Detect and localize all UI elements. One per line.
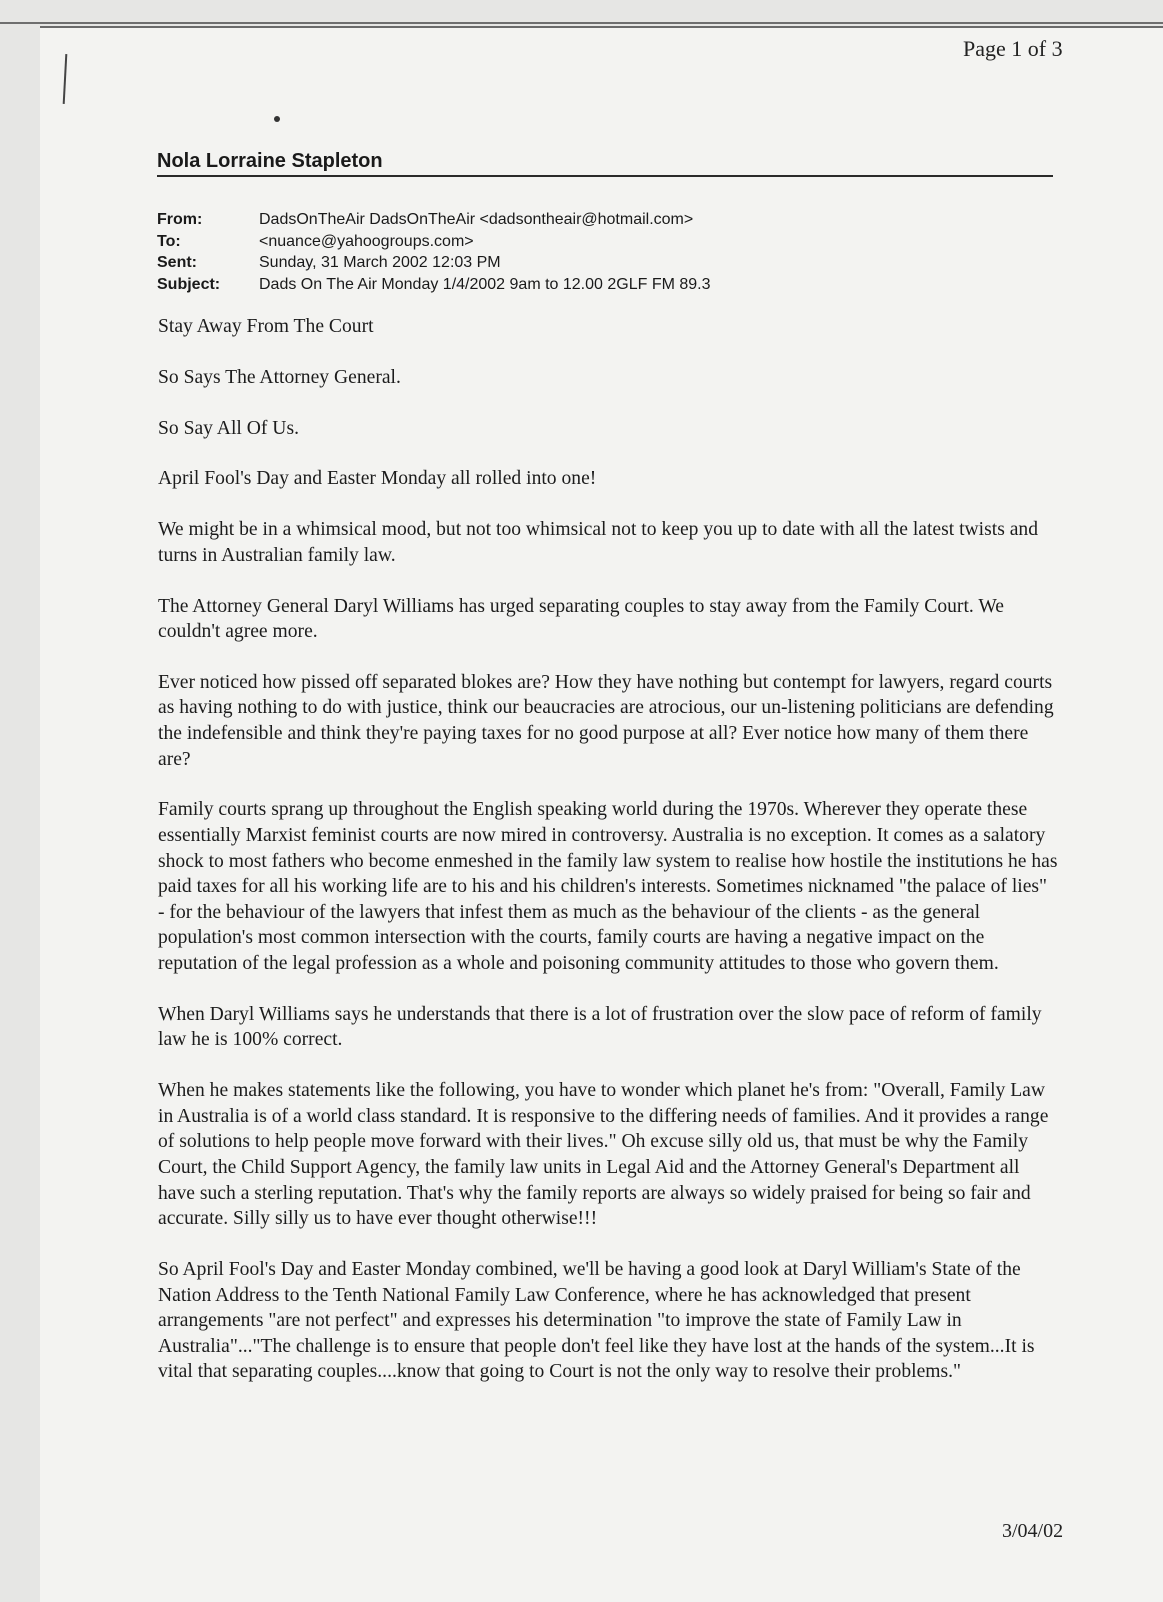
subject-label: Subject: xyxy=(157,275,221,293)
subject-row xyxy=(157,274,711,296)
body-paragraph: Stay Away From The Court xyxy=(158,316,374,337)
from-value: DadsOnTheAir DadsOnTheAir <dadsontheair@hotmail.com> xyxy=(259,211,694,228)
sent-value: Sunday, 31 March 2002 12:03 PM xyxy=(259,254,501,271)
page-number: Page 1 of 3 xyxy=(963,36,1063,61)
print-date: 3/04/02 xyxy=(1002,1520,1064,1542)
email-body xyxy=(158,314,1058,1410)
scan-top-rule xyxy=(0,22,1163,24)
from-label: From: xyxy=(157,211,203,228)
to-row xyxy=(157,231,711,253)
ink-dot xyxy=(274,116,280,122)
body-paragraph: April Fool's Day and Easter Monday all rolled into one! xyxy=(158,468,597,490)
sent-label: Sent: xyxy=(157,254,197,271)
sent-row xyxy=(157,252,711,274)
to-label: To: xyxy=(157,232,181,250)
sender-name-heading: Nola Lorraine Stapleton xyxy=(157,150,1053,177)
subject-value: Dads On The Air Monday 1/4/2002 9am to 12.00 2GLF FM 89.3 xyxy=(259,275,711,293)
body-paragraph: Ever noticed how pissed off separated blokes are? How they have nothing but contempt for lawyers, regard courts as having nothing to do with justice, think our beaucracies are atrocious, our un-listening politicians are defending the indefensible and think they're paying taxes for no good purpose at all? Ever notice how many of them there are? xyxy=(158,671,1054,770)
body-paragraph: When he makes statements like the following, you have to wonder which planet he's from: "Overall, Family Law in Australia is of a world class standard. It is responsive to the differing needs of families. And it provides a range of solutions to help people move forward with their lives." Oh excuse silly old us, that must be why the Family Court, the Child Support Agency, the family law units in Legal Aid and the Attorney General's Department all have such a sterling reputation. That's why the family reports are always so widely praised for being so fair and accurate. Silly silly us to have ever thought otherwise!!! xyxy=(158,1080,1049,1230)
body-paragraph: We might be in a whimsical mood, but not too whimsical not to keep you up to date with all the latest twists and turns in Australian family law. xyxy=(158,519,1039,566)
email-headers xyxy=(157,209,711,295)
body-paragraph: So Say All Of Us. xyxy=(158,417,299,439)
body-paragraph: So April Fool's Day and Easter Monday combined, we'll be having a good look at Daryl William's State of the Nation Address to the Tenth National Family Law Conference, where he has acknowledged that present arrangements "are not perfect" and expresses his determination "to improve the state of Family Law in Australia"..."The challenge is to ensure that people don't feel like they have lost at the hands of the system...It is vital that separating couples....know that going to Court is not the only way to resolve their problems." xyxy=(158,1258,1035,1383)
body-paragraph: When Daryl Williams says he understands that there is a lot of frustration over the slow pace of reform of family law he is 100% correct. xyxy=(158,1003,1042,1051)
to-value: <nuance@yahoogroups.com> xyxy=(259,232,474,250)
from-row xyxy=(157,209,711,231)
body-paragraph: Family courts sprang up throughout the English speaking world during the 1970s. Wherever they operate these essentially Marxist feminist courts are now mired in controversy. Australia is no exception. It comes as a salatory shock to most fathers who become enmeshed in the family law system to realise how hostile the institutions he has paid taxes for all his working life are to his and his children's interests. Sometimes nicknamed "the palace of lies" - for the behaviour of the lawyers that infest them as much as the behaviour of the clients - as the general population's most common intersection with the courts, family courts are having a negative impact on the reputation of the legal profession as a whole and poisoning community attitudes to those who govern them. xyxy=(158,799,1058,974)
body-paragraph: The Attorney General Daryl Williams has urged separating couples to stay away from the Family Court. We couldn't agree more. xyxy=(158,595,1004,643)
body-paragraph: So Says The Attorney General. xyxy=(158,366,401,388)
